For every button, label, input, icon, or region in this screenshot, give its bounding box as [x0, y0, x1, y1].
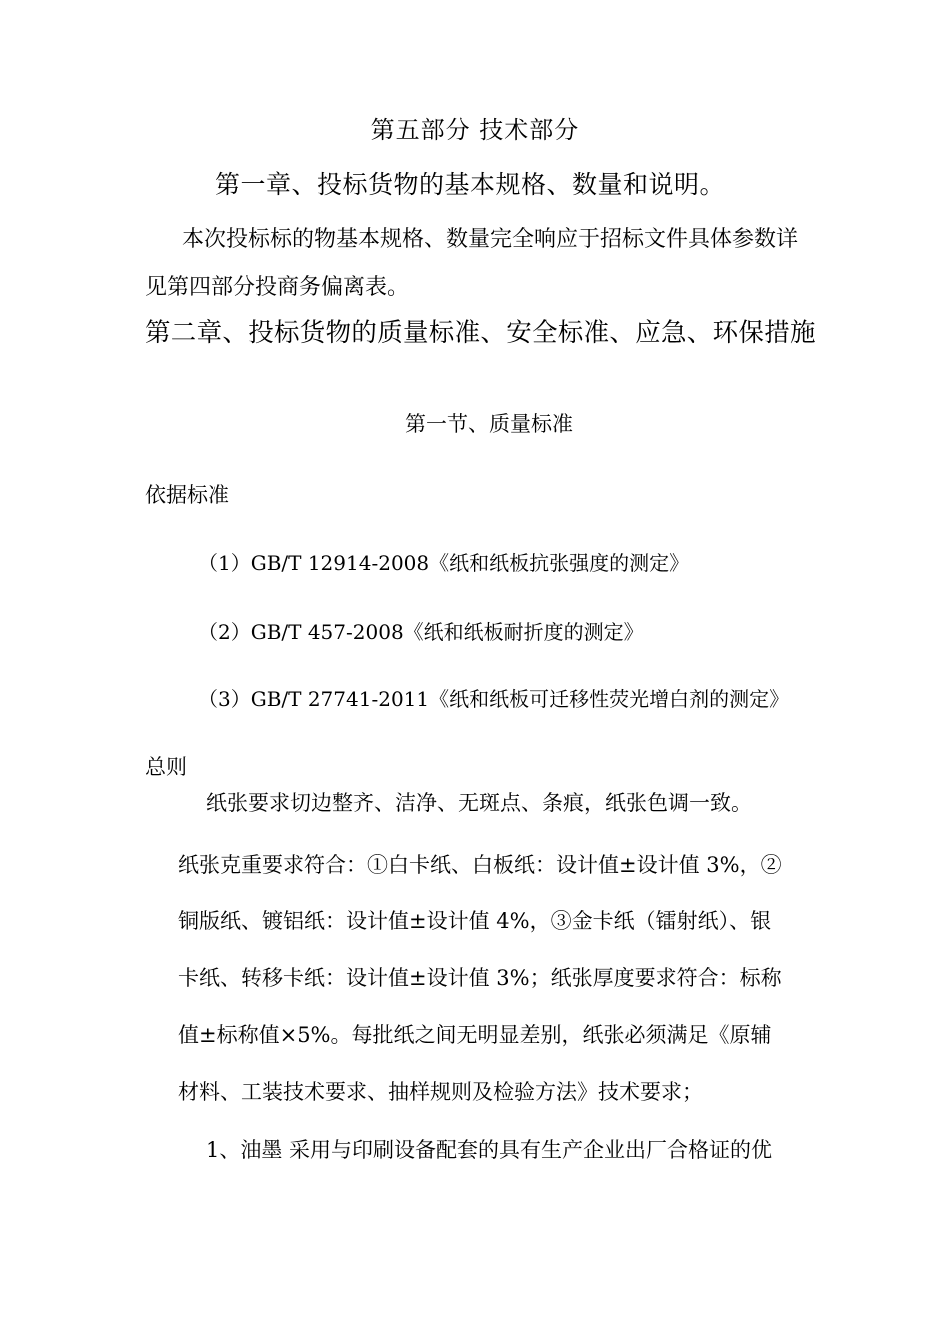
general-paragraph-first: 纸张要求切边整齐、洁净、无斑点、条痕，纸张色调一致。	[206, 791, 752, 815]
general-paragraph-line: 纸张克重要求符合：①白卡纸、白板纸：设计值±设计值 3%，②	[178, 853, 782, 877]
part-title: 第五部分 技术部分	[370, 116, 580, 144]
general-paragraph-line: 卡纸、转移卡纸：设计值±设计值 3%；纸张厚度要求符合：标称	[178, 966, 782, 990]
chapter1-paragraph-line: 见第四部分投商务偏离表。	[145, 275, 410, 300]
chapter2-title: 第二章、投标货物的质量标准、安全标准、应急、环保措施	[145, 318, 816, 348]
basis-heading: 依据标准	[145, 483, 229, 507]
section1-title: 第一节、质量标准	[405, 412, 573, 436]
chapter1-title: 第一章、投标货物的基本规格、数量和说明。	[214, 170, 725, 199]
general-paragraph-line: 值±标称值×5%。每批纸之间无明显差别，纸张必须满足《原辅	[178, 1023, 772, 1047]
standard-item: （2）GB/T 457-2008《纸和纸板耐折度的测定》	[198, 620, 644, 644]
item1-line: 1、油墨 采用与印刷设备配套的具有生产企业出厂合格证的优	[206, 1138, 773, 1162]
standard-item: （1）GB/T 12914-2008《纸和纸板抗张强度的测定》	[198, 551, 690, 575]
general-paragraph-line: 铜版纸、镀铝纸：设计值±设计值 4%，③金卡纸（镭射纸）、银	[178, 909, 772, 933]
general-heading: 总则	[145, 755, 187, 779]
general-paragraph-line: 材料、工装技术要求、抽样规则及检验方法》技术要求；	[178, 1080, 703, 1104]
chapter1-paragraph-line: 本次投标标的物基本规格、数量完全响应于招标文件具体参数详	[182, 227, 799, 252]
standard-item: （3）GB/T 27741-2011《纸和纸板可迁移性荧光增白剂的测定》	[198, 687, 790, 711]
